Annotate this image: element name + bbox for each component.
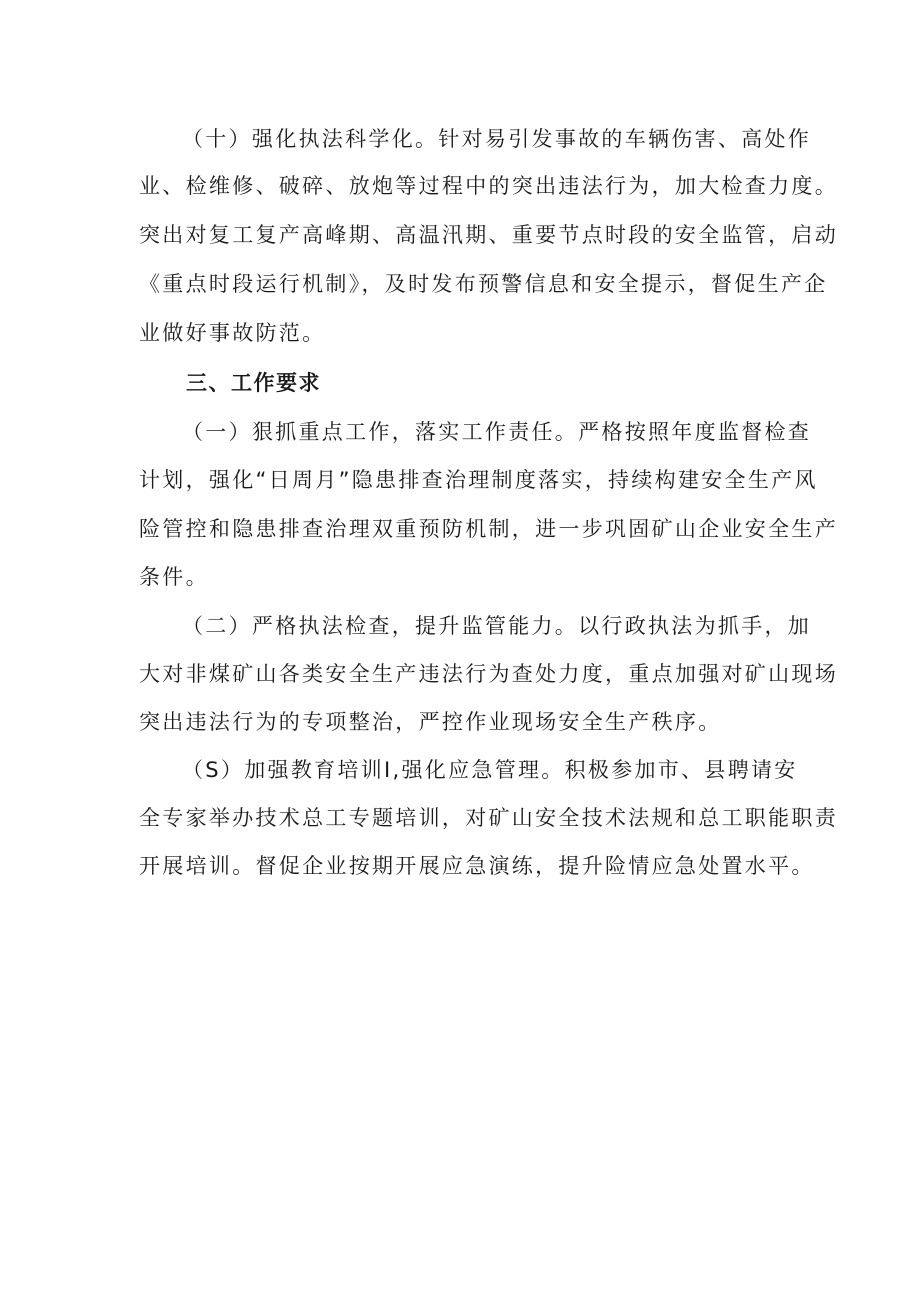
paragraph-ten-line-4: 《重点时段运行机制》，及时发布预警信息和安全提示，督促生产企 <box>139 272 828 296</box>
paragraph-one-line-2: 计划，强化“日周月”隐患排查治理制度落实，持续构建安全生产风 <box>139 468 818 492</box>
paragraph-three-line-2: 全专家举办技术总工专题培训，对矿山安全技术法规和总工职能职责 <box>139 806 838 830</box>
paragraph-ten-line-1: （十）强化执法科学化。针对易引发事故的车辆伤害、高处作 <box>182 127 812 151</box>
paragraph-two-line-3: 突出违法行为的专项整治，严控作业现场安全生产秩序。 <box>139 710 722 734</box>
paragraph-ten-line-2: 业、检维修、破碎、放炮等过程中的突出违法行为，加大检查力度。 <box>139 174 838 198</box>
paragraph-three-line-1: （S）加强教育培训I,强化应急管理。积极参加市、县聘请安 <box>182 758 798 782</box>
paragraph-one-line-3: 险管控和隐患排查治理双重预防机制，进一步巩固矿山企业安全生产 <box>139 517 838 541</box>
paragraph-one-line-4: 条件。 <box>139 565 209 589</box>
paragraph-two-line-2: 大对非煤矿山各类安全生产违法行为查处力度，重点加强对矿山现场 <box>139 662 838 686</box>
section-heading: 三、工作要求 <box>186 371 321 395</box>
paragraph-ten-line-5: 业做好事故防范。 <box>139 321 326 345</box>
paragraph-three-line-3: 开展培训。督促企业按期开展应急演练，提升险情应急处置水平。 <box>139 854 815 878</box>
paragraph-one-line-1: （一）狠抓重点工作，落实工作责任。严格按照年度监督检查 <box>182 420 812 444</box>
paragraph-two-line-1: （二）严格执法检查，提升监管能力。以行政执法为抓手，加 <box>182 614 812 638</box>
paragraph-ten-line-3: 突出对复工复产高峰期、高温汛期、重要节点时段的安全监管，启动 <box>139 223 838 247</box>
